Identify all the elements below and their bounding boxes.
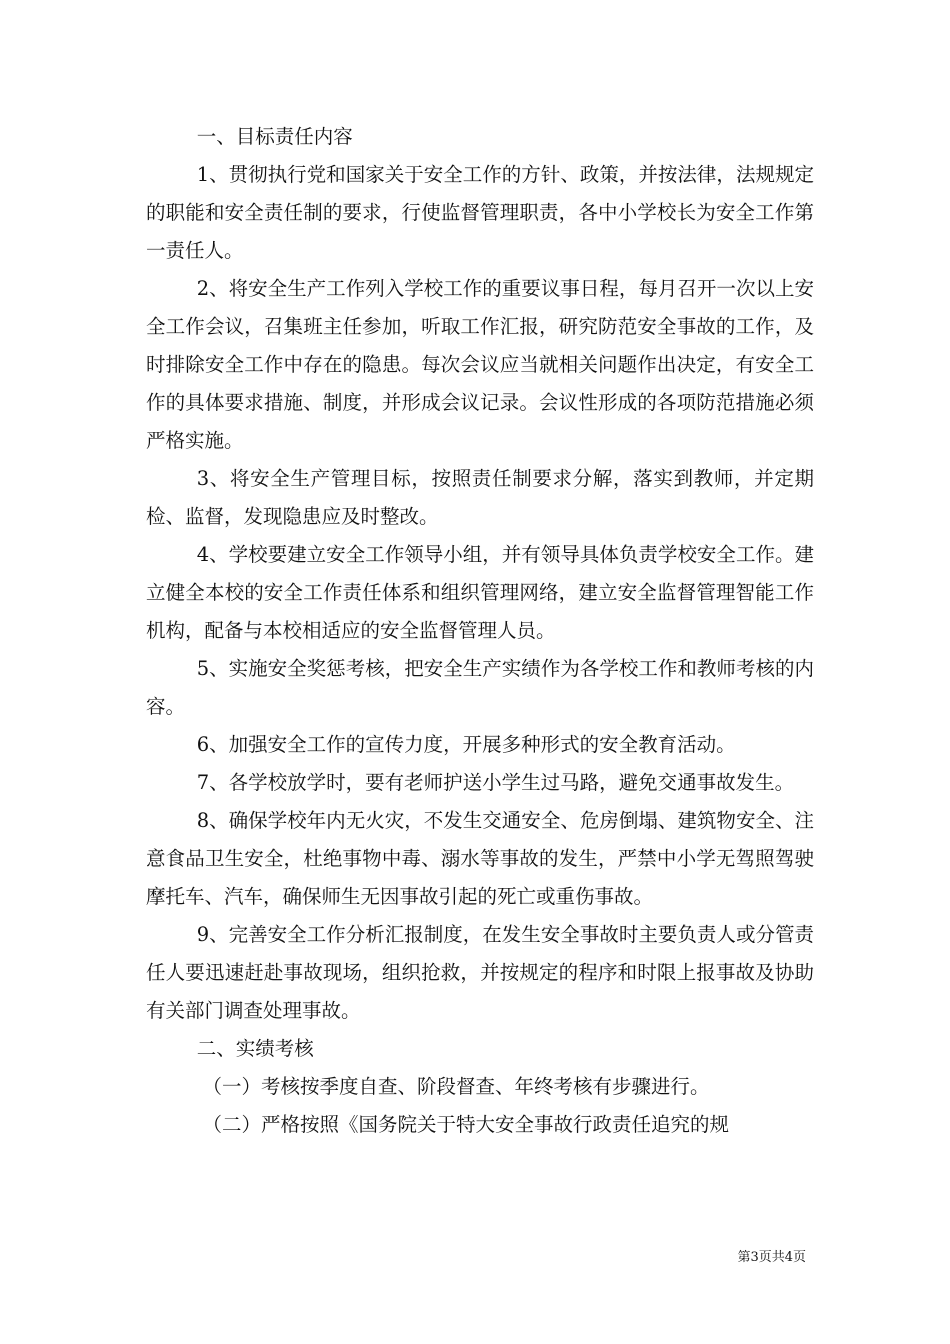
section-heading-2: 二、实绩考核: [196, 1037, 314, 1060]
subitem-1: （一）考核按季度自查、阶段督查、年终考核有步骤进行。: [202, 1075, 710, 1098]
section-heading-1: 一、目标责任内容: [196, 125, 353, 148]
page-number: 第3页共4页: [737, 1250, 806, 1265]
paragraph-3: 3、将安全生产管理目标，按照责任制要求分解，落实到教师，并定期检、监督，发现隐患应及时整改。: [146, 467, 814, 528]
paragraph-2: 2、将安全生产工作列入学校工作的重要议事日程，每月召开一次以上安全工作会议，召集班主任参加，听取工作汇报，研究防范安全事故的工作，及时排除安全工作中存在的隐患。每次会议应当就相关问题作出决定，有安全工作的具体要求措施、制度，并形成会议记录。会议性形成的各项防范措施必须严格实施。: [146, 277, 814, 452]
paragraph-6: 6、加强安全工作的宣传力度，开展多种形式的安全教育活动。: [196, 733, 736, 756]
paragraph-7: 7、各学校放学时，要有老师护送小学生过马路，避免交通事故发生。: [196, 771, 795, 794]
document-body: [146, 118, 814, 1144]
subitem-2: （二）严格按照《国务院关于特大安全事故行政责任追究的规: [202, 1113, 730, 1136]
paragraph-9: 9、完善安全工作分析汇报制度，在发生安全事故时主要负责人或分管责任人要迅速赶赴事故现场，组织抢救，并按规定的程序和时限上报事故及协助有关部门调查处理事故。: [146, 923, 814, 1022]
paragraph-5: 5、实施安全奖惩考核，把安全生产实绩作为各学校工作和教师考核的内容。: [146, 657, 814, 718]
paragraph-1: 1、贯彻执行党和国家关于安全工作的方针、政策，并按法律，法规规定的职能和安全责任制的要求，行使监督管理职责，各中小学校长为安全工作第一责任人。: [146, 163, 814, 262]
paragraph-4: 4、学校要建立安全工作领导小组，并有领导具体负责学校安全工作。建立健全本校的安全工作责任体系和组织管理网络，建立安全监督管理智能工作机构，配备与本校相适应的安全监督管理人员。: [146, 543, 814, 642]
paragraph-8: 8、确保学校年内无火灾，不发生交通安全、危房倒塌、建筑物安全、注意食品卫生安全，杜绝事物中毒、溺水等事故的发生，严禁中小学无驾照驾驶摩托车、汽车，确保师生无因事故引起的死亡或重伤事故。: [146, 809, 814, 908]
